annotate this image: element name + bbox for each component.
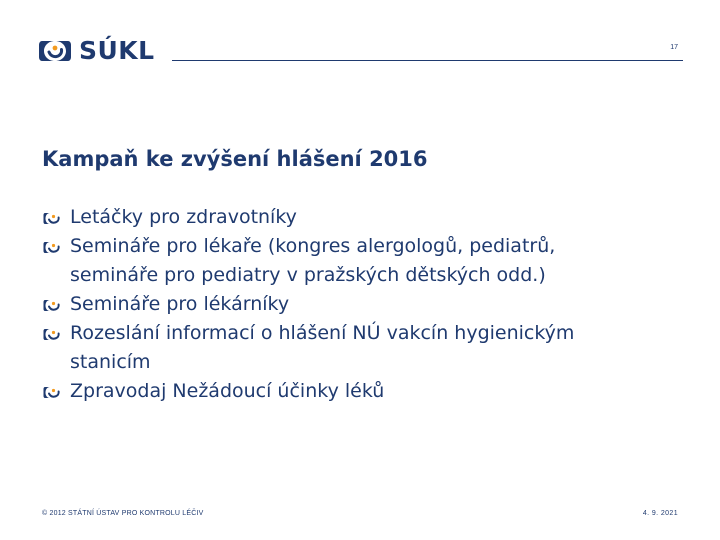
sukl-bullet-icon	[42, 297, 66, 314]
bullet-text: Zpravodaj Nežádoucí účinky léků	[70, 380, 385, 402]
page-number: 17	[670, 44, 678, 51]
bullet-item	[42, 232, 682, 290]
bullet-text: Semináře pro lékaře (kongres alergologů, pediatrů, semináře pro pediatry v pražských dětských odd.)	[70, 235, 556, 286]
sukl-bullet-icon	[42, 384, 66, 401]
bullet-text: Letáčky pro zdravotníky	[70, 206, 297, 228]
sukl-bullet-icon	[42, 326, 66, 343]
sukl-bullet-icon	[42, 239, 66, 256]
bullet-text: Semináře pro lékárníky	[70, 293, 290, 315]
bullet-item	[42, 377, 682, 406]
bullet-list	[42, 203, 682, 406]
sukl-logo-mark-icon	[38, 37, 72, 65]
slide-title: Kampaň ke zvýšení hlášení 2016	[42, 147, 428, 171]
bullet-item	[42, 203, 682, 232]
footer-copyright: © 2012 STÁTNÍ ÚSTAV PRO KONTROLU LÉČIV	[42, 510, 204, 517]
footer-date: 4. 9. 2021	[642, 510, 678, 517]
bullet-item	[42, 290, 682, 319]
sukl-bullet-icon	[42, 210, 66, 227]
logo-text: SÚKL	[79, 36, 155, 65]
bullet-text: Rozeslání informací o hlášení NÚ vakcín hygienickým stanicím	[70, 322, 575, 373]
sukl-logo	[38, 36, 155, 66]
header-divider	[172, 60, 683, 61]
bullet-item	[42, 319, 682, 377]
